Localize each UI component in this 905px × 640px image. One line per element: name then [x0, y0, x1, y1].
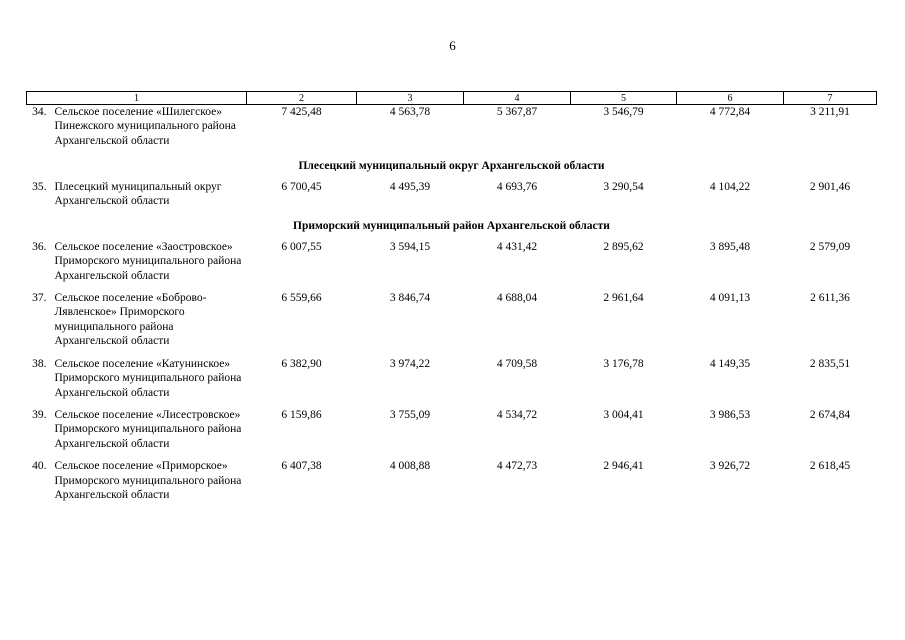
- municipality-name: Плесецкий муниципальный округ Архангельской области: [54, 180, 222, 208]
- value-cell: 6 559,66: [281, 292, 322, 305]
- value-cell: 4 688,04: [496, 292, 538, 305]
- header-row: [27, 92, 877, 105]
- section-heading-row: [27, 156, 877, 179]
- value-cell: 2 946,41: [603, 460, 644, 473]
- column-header: 5: [571, 92, 677, 105]
- municipality-name: Сельское поселение «Катунинское» Приморского муниципального района Архангельской области: [54, 357, 242, 399]
- section-title: Плесецкий муниципальный округ Архангельской области: [298, 160, 605, 173]
- column-header: 1: [27, 92, 247, 105]
- value-cell: 2 895,62: [603, 240, 644, 253]
- column-header: 4: [464, 92, 571, 105]
- municipality-name: Сельское поселение «Приморское» Приморского муниципального района Архангельской области: [54, 460, 242, 501]
- column-header: 3: [357, 92, 464, 105]
- value-cell: 3 176,78: [603, 357, 644, 370]
- table-body: [27, 105, 877, 511]
- value-cell: 6 407,38: [281, 460, 322, 473]
- value-cell: 3 546,79: [603, 106, 644, 118]
- municipality-name: Сельское поселение «Заостровское» Приморского муниципального района Архангельской области: [54, 240, 242, 282]
- column-header: 6: [677, 92, 784, 105]
- value-cell: 7 425,48: [281, 106, 322, 118]
- value-cell: 3 846,74: [389, 292, 431, 305]
- value-cell: 4 709,58: [496, 357, 538, 370]
- table-row: [27, 357, 877, 408]
- value-cell: 2 579,09: [809, 240, 851, 253]
- row-number: 35.: [32, 180, 47, 193]
- value-cell: 3 755,09: [389, 408, 431, 421]
- table-row: [27, 180, 877, 217]
- value-cell: 2 835,51: [809, 357, 851, 370]
- row-number: 34.: [32, 106, 47, 118]
- municipality-name: Сельское поселение «Боброво-Лявленское» Приморского муниципального района Архангельской области: [54, 292, 207, 348]
- table-row: [27, 291, 877, 357]
- value-cell: 2 611,36: [810, 292, 850, 305]
- column-header: 2: [247, 92, 357, 105]
- value-cell: 3 986,53: [709, 408, 751, 421]
- row-number: 37.: [32, 292, 47, 305]
- table-row: [27, 408, 877, 459]
- value-cell: 3 926,72: [709, 460, 751, 473]
- data-table: [26, 91, 877, 510]
- value-cell: 3 594,15: [389, 240, 431, 253]
- value-cell: 6 382,90: [281, 357, 322, 370]
- value-cell: 3 895,48: [709, 240, 751, 253]
- value-cell: 4 772,84: [709, 106, 751, 118]
- value-cell: 4 495,39: [389, 180, 431, 193]
- value-cell: 6 159,86: [281, 408, 322, 421]
- table-row: [27, 459, 877, 510]
- value-cell: 3 974,22: [389, 357, 431, 370]
- value-cell: 6 007,55: [281, 240, 322, 253]
- section-title: Приморский муниципальный район Архангельской области: [293, 220, 610, 233]
- value-cell: 2 901,46: [809, 180, 851, 193]
- value-cell: 4 431,42: [496, 240, 538, 253]
- value-cell: 3 290,54: [603, 180, 644, 193]
- value-cell: 5 367,87: [496, 106, 538, 118]
- municipality-name: Сельское поселение «Лисестровское» Приморского муниципального района Архангельской области: [54, 408, 242, 450]
- row-number: 40.: [32, 460, 47, 473]
- column-header: 7: [784, 92, 877, 105]
- value-cell: 2 961,64: [603, 292, 644, 305]
- value-cell: 4 534,72: [496, 408, 538, 421]
- table-row: [27, 240, 877, 291]
- value-cell: 6 700,45: [281, 180, 322, 193]
- value-cell: 4 693,76: [496, 180, 538, 193]
- row-number: 38.: [32, 357, 47, 370]
- section-heading-row: [27, 216, 877, 239]
- page-number: 6: [449, 38, 456, 53]
- value-cell: 3 004,41: [603, 408, 644, 421]
- table-row: [27, 105, 877, 157]
- municipality-name: Сельское поселение «Шилегское» Пинежского муниципального района Архангельской области: [54, 106, 236, 147]
- value-cell: 2 618,45: [809, 460, 851, 473]
- value-cell: 4 104,22: [709, 180, 751, 193]
- value-cell: 3 211,91: [810, 106, 850, 118]
- value-cell: 4 091,13: [709, 292, 751, 305]
- value-cell: 4 472,73: [496, 460, 538, 473]
- value-cell: 2 674,84: [809, 408, 851, 421]
- value-cell: 4 008,88: [389, 460, 431, 473]
- value-cell: 4 563,78: [389, 106, 431, 118]
- row-number: 36.: [32, 240, 47, 253]
- value-cell: 4 149,35: [709, 357, 751, 370]
- row-number: 39.: [32, 408, 47, 421]
